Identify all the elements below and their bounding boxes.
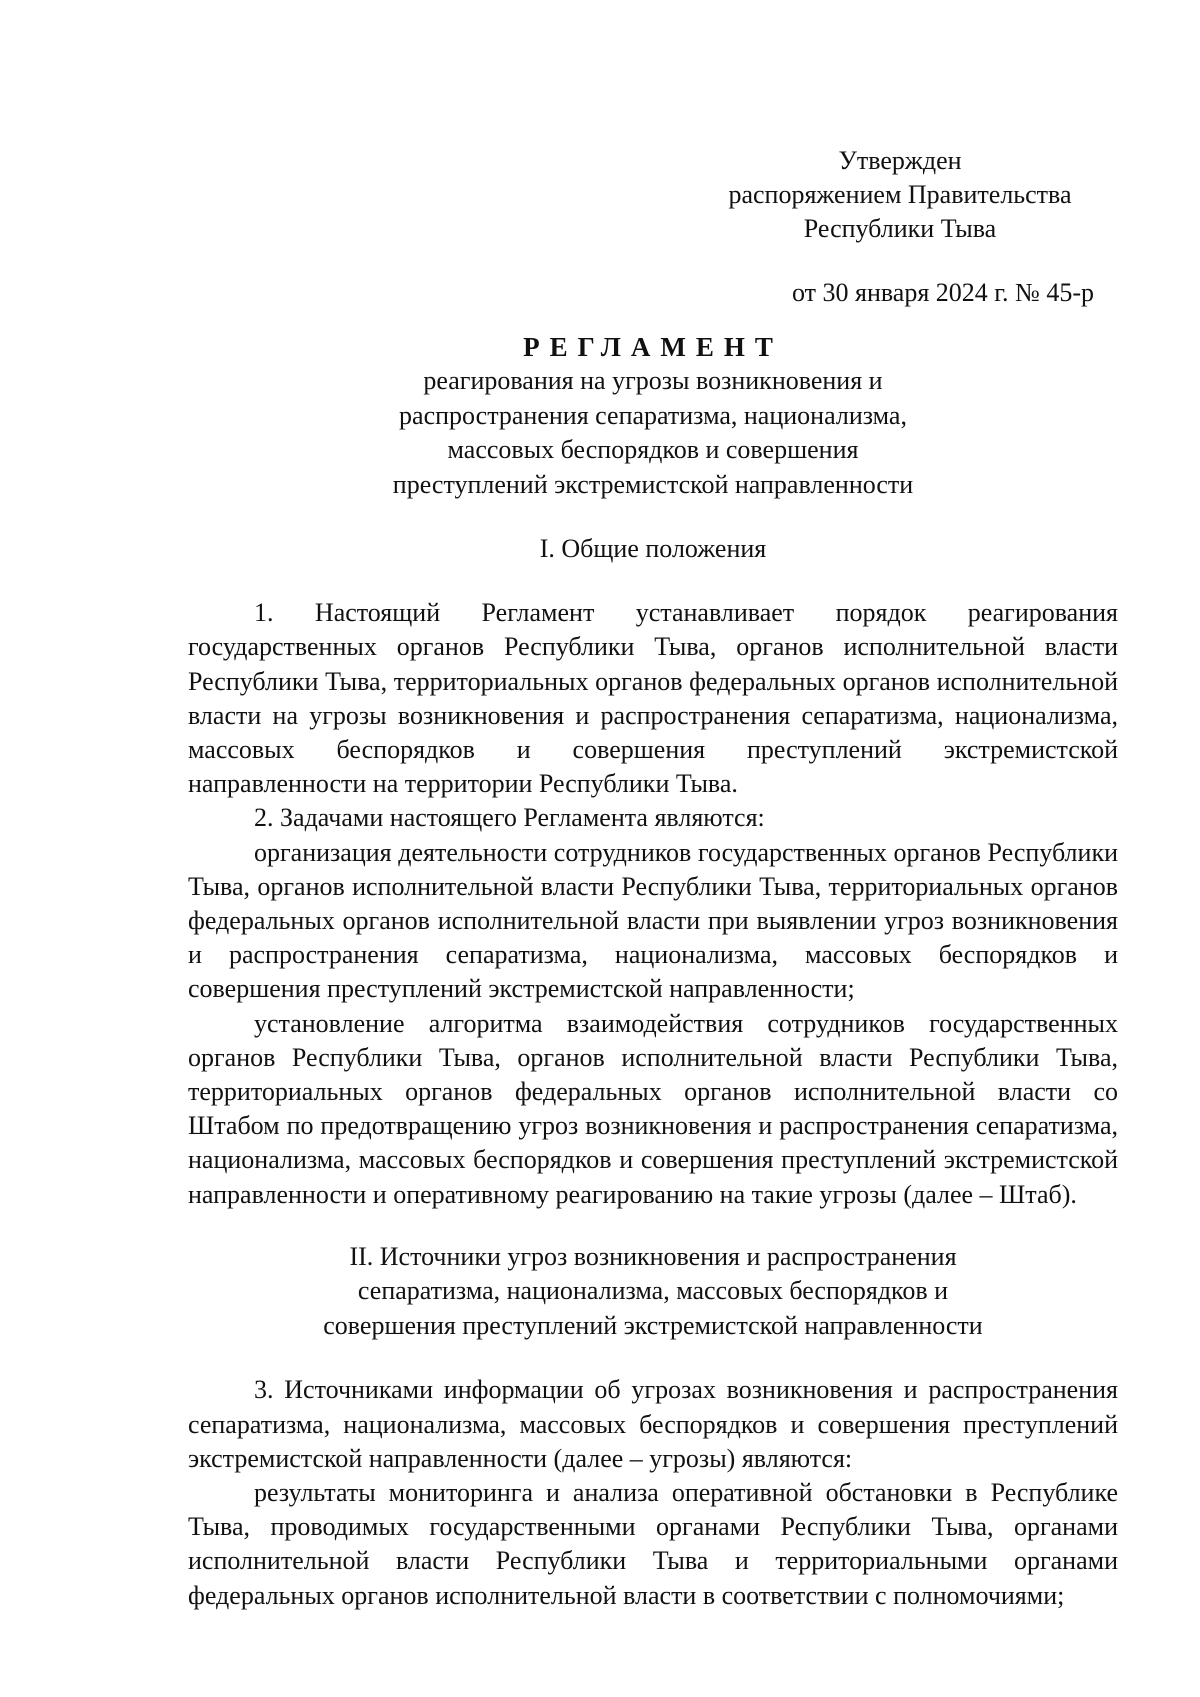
approval-line-republic: Республики Тыва — [803, 214, 997, 243]
paragraph-3: 3. Источниками информации об угрозах возникновения и распространения сепаратизма, национализма, массовых беспорядков и совершения преступлений экстремистской направленности (далее – угрозы) являются: — [188, 1375, 1118, 1473]
document-subtitle-line: преступлений экстремистской направленности — [392, 469, 914, 499]
approval-date: от 30 января 2024 г. № 45-р — [791, 278, 1094, 307]
paragraph-3-source-1: результаты мониторинга и анализа оперативной обстановки в Республике Тыва, проводимых государственными органами Республики Тыва, органами исполнительной власти Республики Тыва и территориальными органами федеральных органов исполнительной власти в соответствии с полномочиями; — [188, 1477, 1118, 1610]
paragraph-2-task-1: организация деятельности сотрудников государственных органов Республики Тыва, органов исполнительной власти Республики Тыва, территориальных органов федеральных органов исполнительной власти при выявлении угроз возникновения и распространения сепаратизма, национализма, массовых беспорядков и совершения преступлений экстремистской направленности; — [188, 837, 1118, 1004]
section-2-heading-line: совершения преступлений экстремистской направленности — [323, 1310, 983, 1340]
paragraph-2-task-2: установление алгоритма взаимодействия сотрудников государственных органов Республики Тыва, органов исполнительной власти Республики Тыва, территориальных органов федеральных органов исполнительной власти со Штабом по предотвращению угроз возникновения и распространения сепаратизма, национализма, массовых беспорядков и совершения преступлений экстремистской направленности и оперативному реагированию на такие угрозы (далее – Штаб). — [188, 1008, 1118, 1209]
paragraph-2: 2. Задачами настоящего Регламента являются: — [254, 803, 765, 833]
approval-line-order: распоряжением Правительства — [728, 180, 1072, 209]
section-2-heading — [188, 1240, 1118, 1344]
document-subtitle-line: распространения сепаратизма, национализма, — [399, 400, 907, 430]
section-2-heading-line: сепаратизма, национализма, массовых беспорядков и — [357, 1276, 949, 1306]
section-2-heading-line: II. Источники угроз возникновения и распространения — [349, 1241, 957, 1271]
document-subtitle-line: массовых беспорядков и совершения — [447, 435, 859, 464]
approval-block — [700, 144, 1100, 310]
document-subtitle-line: реагирования на угрозы возникновения и — [423, 366, 883, 395]
document-title: РЕГЛАМЕНТ — [523, 332, 783, 362]
document-body — [188, 330, 1118, 1613]
approval-line-approved: Утвержден — [838, 146, 962, 175]
paragraph-1: 1. Настоящий Регламент устанавливает порядок реагирования государственных органов Республики Тыва, органов исполнительной власти Республики Тыва, территориальных органов федеральных органов исполнительной власти на угрозы возникновения и распространения сепаратизма, национализма, массовых беспорядков и совершения преступлений экстремистской направленности на территории Республики Тыва. — [188, 598, 1118, 799]
section-1-heading: I. Общие положения — [539, 534, 767, 563]
